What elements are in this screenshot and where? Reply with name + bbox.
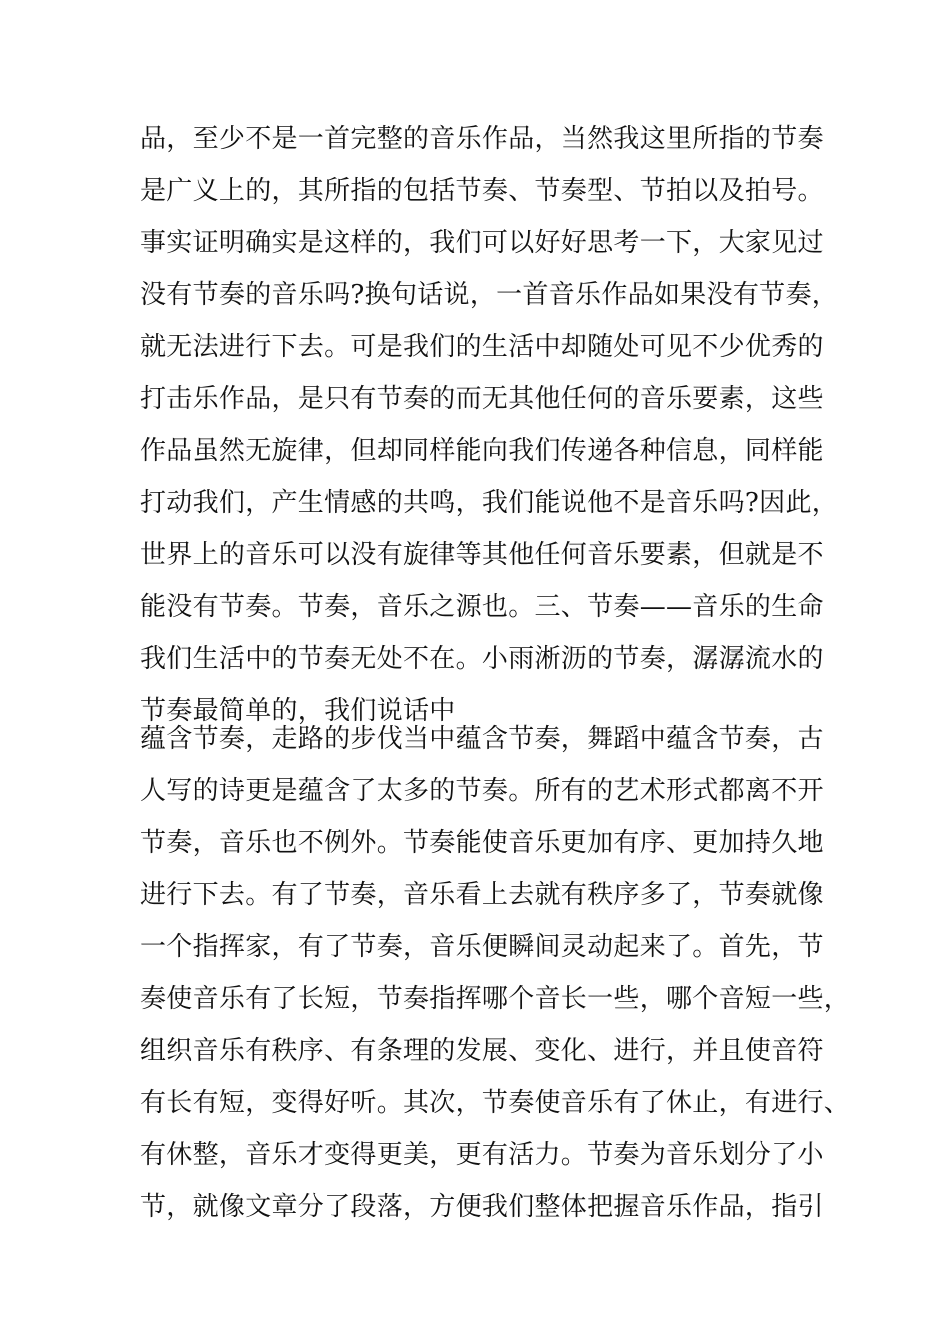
text-line: 是广义上的，其所指的包括节奏、节奏型、节拍以及拍号。 [140, 176, 824, 206]
text-line: 就无法进行下去。可是我们的生活中却随处可见不少优秀的 [140, 332, 824, 362]
text-line: 节奏最简单的，我们说话中 [140, 696, 456, 726]
text-line: 事实证明确实是这样的，我们可以好好思考一下，大家见过 [140, 228, 824, 258]
text-line: 没有节奏的音乐吗?换句话说，一首音乐作品如果没有节奏， [140, 280, 839, 310]
text-line: 节，就像文章分了段落，方便我们整体把握音乐作品，指引 [140, 1192, 824, 1222]
paragraph-block-1 [140, 113, 839, 737]
text-line: 节奏，音乐也不例外。节奏能使音乐更加有序、更加持久地 [140, 828, 824, 858]
text-line: 我们生活中的节奏无处不在。小雨淅沥的节奏，潺潺流水的 [140, 644, 824, 674]
text-line: 有休整，音乐才变得更美，更有活力。节奏为音乐划分了小 [140, 1140, 824, 1170]
text-line: 作品虽然无旋律，但却同样能向我们传递各种信息，同样能 [140, 436, 824, 466]
text-line: 一个指挥家，有了节奏，音乐便瞬间灵动起来了。首先，节 [140, 932, 824, 962]
text-line: 人写的诗更是蕴含了太多的节奏。所有的艺术形式都离不开 [140, 776, 824, 806]
text-line: 进行下去。有了节奏，音乐看上去就有秩序多了，节奏就像 [140, 880, 824, 910]
text-line: 品，至少不是一首完整的音乐作品，当然我这里所指的节奏 [140, 124, 824, 154]
text-line: 打动我们，产生情感的共鸣，我们能说他不是音乐吗?因此， [140, 488, 839, 518]
text-line: 组织音乐有秩序、有条理的发展、变化、进行，并且使音符 [140, 1036, 824, 1066]
text-line: 有长有短，变得好听。其次，节奏使音乐有了休止，有进行、 [140, 1088, 851, 1118]
text-line: 蕴含节奏，走路的步伐当中蕴含节奏，舞蹈中蕴含节奏，古 [140, 724, 824, 754]
text-line: 奏使音乐有了长短，节奏指挥哪个音长一些，哪个音短一些， [140, 984, 851, 1014]
text-line: 打击乐作品，是只有节奏的而无其他任何的音乐要素，这些 [140, 384, 824, 414]
text-line: 世界上的音乐可以没有旋律等其他任何音乐要素，但就是不 [140, 540, 824, 570]
text-line: 能没有节奏。节奏，音乐之源也。三、节奏——音乐的生命 [140, 592, 824, 622]
paragraph-block-2 [140, 713, 851, 1233]
